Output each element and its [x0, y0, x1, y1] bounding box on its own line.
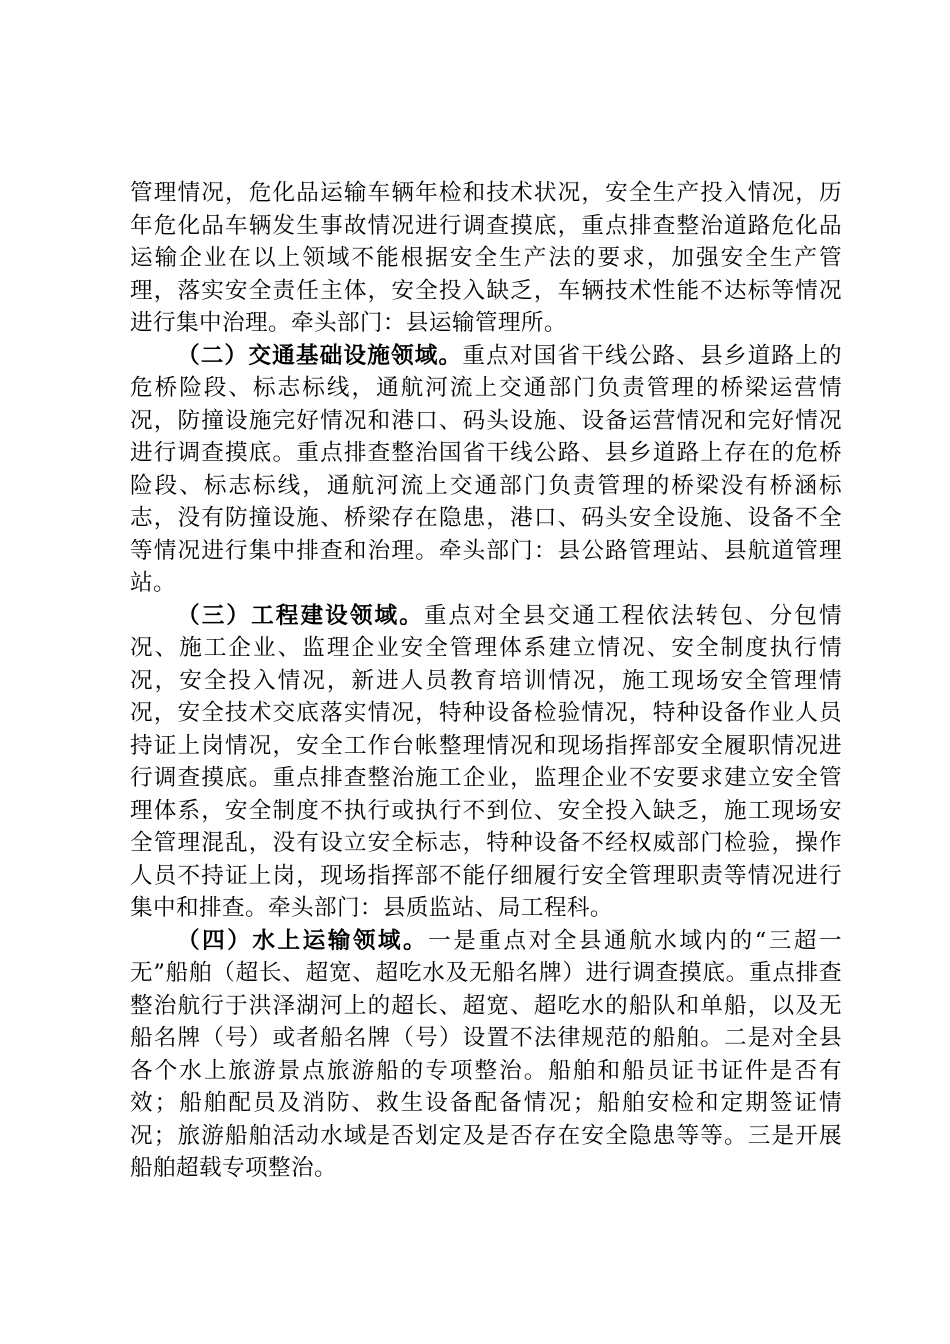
paragraph-text: 管理情况，危化品运输车辆年检和技术状况，安全生产投入情况，历年危化品车辆发生事故情况进行调查摸底，重点排查整治道路危化品运输企业在以上领域不能根据安全生产法的要求，加强安全生产管理，落实安全责任主体，安全投入缺乏，车辆技术性能不达标等情况进行集中治理。牵头部门：县运输管理所。	[130, 180, 842, 336]
section-heading: （四）水上运输领域。	[177, 927, 429, 954]
document-body	[130, 177, 842, 1185]
paragraph-engineering-construction	[130, 600, 842, 925]
paragraph-text: 一是重点对全县通航水域内的“三超一无”船舶（超长、超宽、超吃水及无船名牌）进行调查摸底。重点排查整治航行于洪泽湖河上的超长、超宽、超吃水的船队和单船，以及无船名牌（号）或者船名牌（号）设置不法律规范的船舶。二是对全县各个水上旅游景点旅游船的专项整治。船舶和船员证书证件是否有效；船舶配员及消防、救生设备配备情况；船舶安检和定期签证情况；旅游船舶活动水域是否划定及是否存在安全隐患等等。三是开展船舶超载专项整治。	[130, 927, 842, 1181]
paragraph-text: 重点对国省干线公路、县乡道路上的危桥险段、标志标线，通航河流上交通部门负责管理的桥梁运营情况，防撞设施完好情况和港口、码头设施、设备运营情况和完好情况进行调查摸底。重点排查整治国省干线公路、县乡道路上存在的危桥险段、标志标线，通航河流上交通部门负责管理的桥梁没有桥涵标志，没有防撞设施、桥梁存在隐患，港口、码头安全设施、设备不全等情况进行集中排查和治理。牵头部门：县公路管理站、县航道管理站。	[130, 342, 842, 596]
section-heading: （三）工程建设领域。	[177, 602, 424, 629]
paragraph-transport-infrastructure	[130, 340, 842, 600]
paragraph-water-transport	[130, 925, 842, 1185]
paragraph-text: 重点对全县交通工程依法转包、分包情况、施工企业、监理企业安全管理体系建立情况、安全制度执行情况，安全投入情况，新进人员教育培训情况，施工现场安全管理情况，安全技术交底落实情况，特种设备检验情况，特种设备作业人员持证上岗情况，安全工作台帐整理情况和现场指挥部安全履职情况进行调查摸底。重点排查整治施工企业，监理企业不安要求建立安全管理体系，安全制度不执行或执行不到位、安全投入缺乏，施工现场安全管理混乱，没有设立安全标志，特种设备不经权威部门检验，操作人员不持证上岗，现场指挥部不能仔细履行安全管理职责等情况进行集中和排查。牵头部门：县质监站、局工程科。	[130, 602, 842, 921]
section-heading: （二）交通基础设施领域。	[177, 342, 463, 369]
paragraph-continuation	[130, 177, 842, 340]
